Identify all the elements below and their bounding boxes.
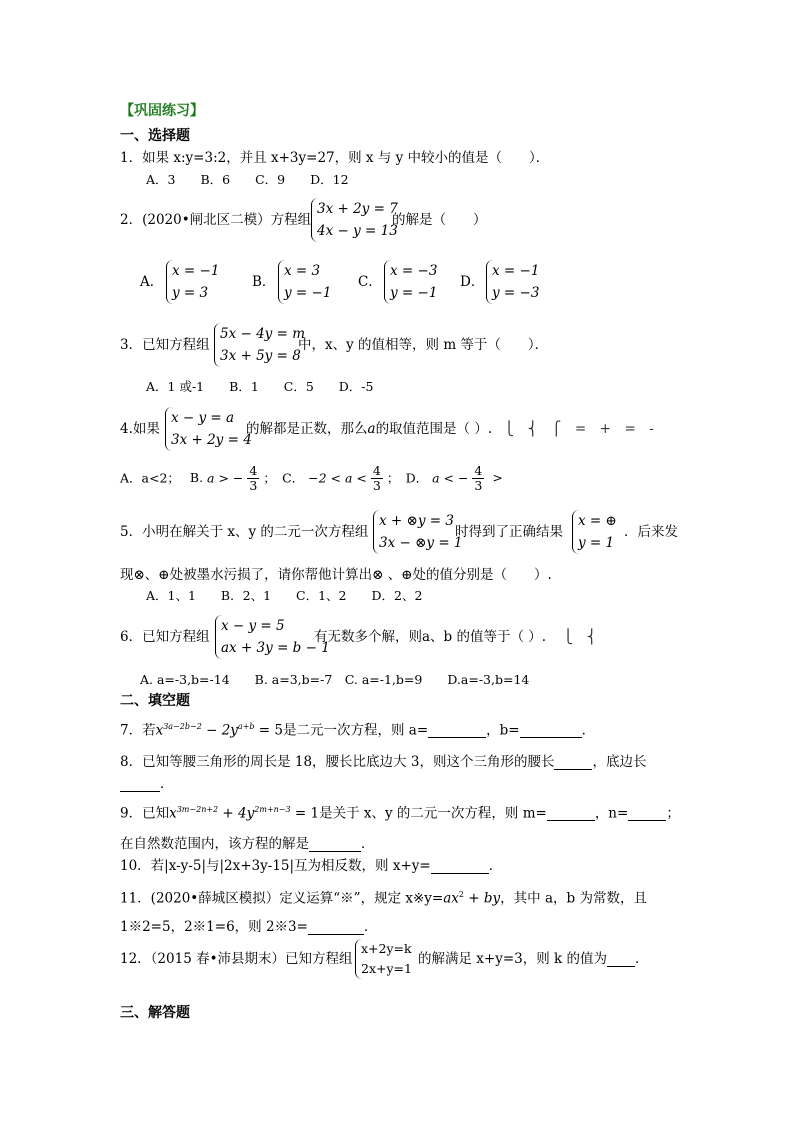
text: ．	[635, 951, 649, 967]
question-1-options: A．3 B．6 C．9 D．12	[146, 172, 349, 187]
question-4-suffix	[246, 423, 492, 437]
equation: x = −3	[390, 263, 438, 279]
text: 7．若	[120, 722, 156, 739]
question-6-prefix: 6．已知方程组	[120, 629, 210, 645]
question-2-prefix: 2．(2020•闸北区二模）方程组	[120, 212, 312, 228]
fraction	[247, 464, 259, 494]
answer-blank[interactable]	[607, 966, 635, 967]
question-12-system	[355, 939, 412, 979]
equation: 3x + 2y = 4	[171, 432, 252, 448]
text: = 5是二元一次方程，则 a=	[254, 722, 429, 739]
option-c-label: ； C．	[263, 470, 305, 486]
text: ，底边长	[592, 754, 647, 770]
equation: ax + 3y = b − 1	[221, 640, 330, 656]
fraction	[371, 464, 383, 494]
equation: x = −1	[172, 263, 220, 279]
question-4-system	[165, 407, 252, 451]
equation: y = 3	[172, 285, 209, 301]
text: 的取值范围是（ ）.	[375, 421, 493, 437]
option-d-expr: a < −	[432, 470, 469, 486]
question-9	[120, 806, 680, 821]
text: 9．已知	[120, 805, 170, 822]
option-b-label: B.	[189, 470, 204, 486]
text: − 2y	[201, 722, 238, 739]
expression: + by	[464, 890, 501, 907]
equation: x = −1	[492, 263, 540, 279]
section-title-answer: 三、解答题	[120, 1005, 190, 1021]
text: ，其中 a，b 为常数，且	[500, 890, 647, 907]
equation: x = ⊕	[578, 513, 617, 529]
option-b-system	[278, 260, 331, 304]
text: 的解满足 x+y=3，则 k 的值为	[418, 951, 608, 967]
question-8	[120, 756, 646, 770]
option-d-system	[486, 260, 539, 304]
text: ．	[581, 722, 596, 739]
question-4-prefix: 4.如果	[120, 421, 160, 437]
answer-blank[interactable]	[520, 737, 582, 738]
question-5-result	[572, 510, 617, 554]
text: = 1是关于 x、y 的二元一次方程，则 m=	[290, 805, 547, 822]
question-10	[120, 860, 502, 874]
equation: 3x + 2y = 7	[317, 201, 398, 217]
answer-blank[interactable]	[554, 769, 592, 770]
numerator: 4	[249, 463, 258, 478]
denominator: 3	[372, 478, 381, 494]
text: ．	[361, 836, 375, 852]
text: ，b=	[486, 722, 520, 739]
variable-a: a	[367, 421, 376, 437]
text: 8．已知等腰三角形的周长是 18，腰长比底边大 3，则这个三角形的腰长	[120, 754, 555, 770]
equation: x+2y=k	[361, 941, 412, 956]
question-3-prefix: 3．已知方程组	[120, 337, 210, 353]
question-5-line2: 现⊗、⊕处被墨水污损了，请你帮他计算出⊗ 、⊕处的值分别是（ ）.	[120, 567, 552, 583]
option-a-system	[166, 260, 219, 304]
equation: y = −1	[284, 285, 332, 301]
equation: x − y = a	[171, 410, 235, 426]
option-d-label: ； D．	[386, 470, 429, 486]
text: 的解都是正数，那么	[246, 421, 368, 437]
text: 10．若|x-y-5|与|2x+3y-15|互为相反数，则 x+y=	[120, 858, 431, 874]
exponent: 2	[458, 890, 464, 899]
question-3-options: A．1 或-1 B．1 C．5 D．-5	[146, 379, 374, 394]
equation: y = −3	[492, 285, 540, 301]
question-4-options	[120, 464, 503, 494]
question-11	[120, 891, 647, 906]
option-c-expr: −2 < a <	[308, 470, 367, 486]
equation: x − y = 5	[221, 618, 285, 634]
text: 11．(2020•薛城区模拟）定义运算“※”，规定 x※y=	[120, 890, 444, 907]
section-title-choice: 一、选择题	[120, 128, 190, 144]
question-12-suffix	[418, 953, 649, 967]
option-c-system	[384, 260, 437, 304]
answer-blank[interactable]	[431, 873, 489, 874]
question-5-mid: 时得到了正确结果	[455, 524, 563, 540]
trailing-symbol: >	[492, 470, 503, 486]
question-7	[120, 723, 595, 738]
question-6-options: A. a=-3,b=-14 B. a=3,b=-7 C. a=-1,b=9 D.a=-3,b=14	[140, 672, 530, 687]
equation: 5x − 4y = m	[220, 326, 306, 342]
answer-blank[interactable]	[547, 820, 595, 821]
denominator: 3	[249, 478, 258, 494]
section-title-fill: 二、填空题	[120, 693, 190, 709]
variable: x	[169, 805, 177, 822]
equation: x + ⊗y = 3	[379, 513, 454, 529]
answer-blank[interactable]	[120, 791, 160, 792]
equation: 3x + 5y = 8	[220, 348, 301, 364]
answer-blank[interactable]	[309, 851, 361, 852]
question-12-prefix: 12．（2015 春•沛县期末）已知方程组	[120, 951, 353, 967]
question-8-line2	[120, 778, 174, 792]
answer-blank[interactable]	[308, 934, 364, 935]
exponent: 3m−2n+2	[176, 805, 219, 814]
stray-symbols: ⎩ ⎨ ⎧ = + = -	[504, 421, 654, 437]
expression: ax	[443, 890, 459, 907]
exponent: 3a−2b−2	[163, 722, 202, 731]
exponent: a+b	[237, 722, 255, 731]
text: ，n=	[594, 805, 629, 822]
question-9-line2	[120, 838, 375, 852]
question-2-suffix: 的解是（ ）	[392, 212, 487, 228]
option-b-label: B．	[252, 274, 276, 290]
option-a: A．a<2；	[120, 470, 180, 486]
question-2-system	[311, 198, 398, 242]
question-5-options: A．1、1 B．2、1 C．1、2 D．2、2	[146, 588, 423, 603]
numerator: 4	[474, 463, 483, 478]
question-5-system	[373, 510, 463, 554]
equation: x = 3	[284, 263, 321, 279]
option-b-expr: a > −	[207, 470, 244, 486]
question-11-line2	[120, 921, 377, 935]
equation: y = 1	[578, 535, 615, 551]
text: 1※2=5，2※1=6，则 2※3=	[120, 919, 308, 935]
section-heading: 【巩固练习】	[120, 103, 204, 119]
equation: y = −1	[390, 285, 438, 301]
equation: 2x+y=1	[361, 961, 412, 976]
question-6-system	[215, 615, 330, 659]
text: ．	[160, 776, 174, 792]
text: 在自然数范围内，该方程的解是	[120, 836, 309, 852]
question-3-system	[214, 323, 305, 367]
numerator: 4	[372, 463, 381, 478]
answer-blank[interactable]	[428, 737, 486, 738]
option-a-label: A．	[140, 274, 164, 290]
question-3-suffix: 中，x、y 的值相等，则 m 等于（ ）．	[298, 337, 549, 353]
stray-symbols: ⎩ ⎨	[563, 629, 597, 645]
option-c-label: C．	[358, 274, 382, 290]
question-6-suffix: 有无数多个解，则a、b 的值等于（ ）.	[314, 629, 547, 645]
text: ．	[488, 858, 503, 874]
variable: x	[155, 722, 164, 739]
fraction	[472, 464, 484, 494]
equation: 3x − ⊗y = 1	[379, 535, 463, 551]
question-5-prefix: 5．小明在解关于 x、y 的二元一次方程组	[120, 524, 369, 540]
answer-blank[interactable]	[628, 820, 666, 821]
text: ．	[363, 919, 378, 935]
question-5-suffix: ．后来发	[624, 524, 678, 540]
question-1: 1．如果 x:y=3:2，并且 x+3y=27，则 x 与 y 中较小的值是（ ）．	[120, 150, 550, 166]
exponent: 2m+n−3	[254, 805, 291, 814]
text: + 4y	[218, 805, 255, 822]
text: ；	[666, 805, 680, 822]
denominator: 3	[474, 478, 483, 494]
equation: 4x − y = 13	[317, 223, 398, 239]
option-d-label: D．	[460, 274, 485, 290]
